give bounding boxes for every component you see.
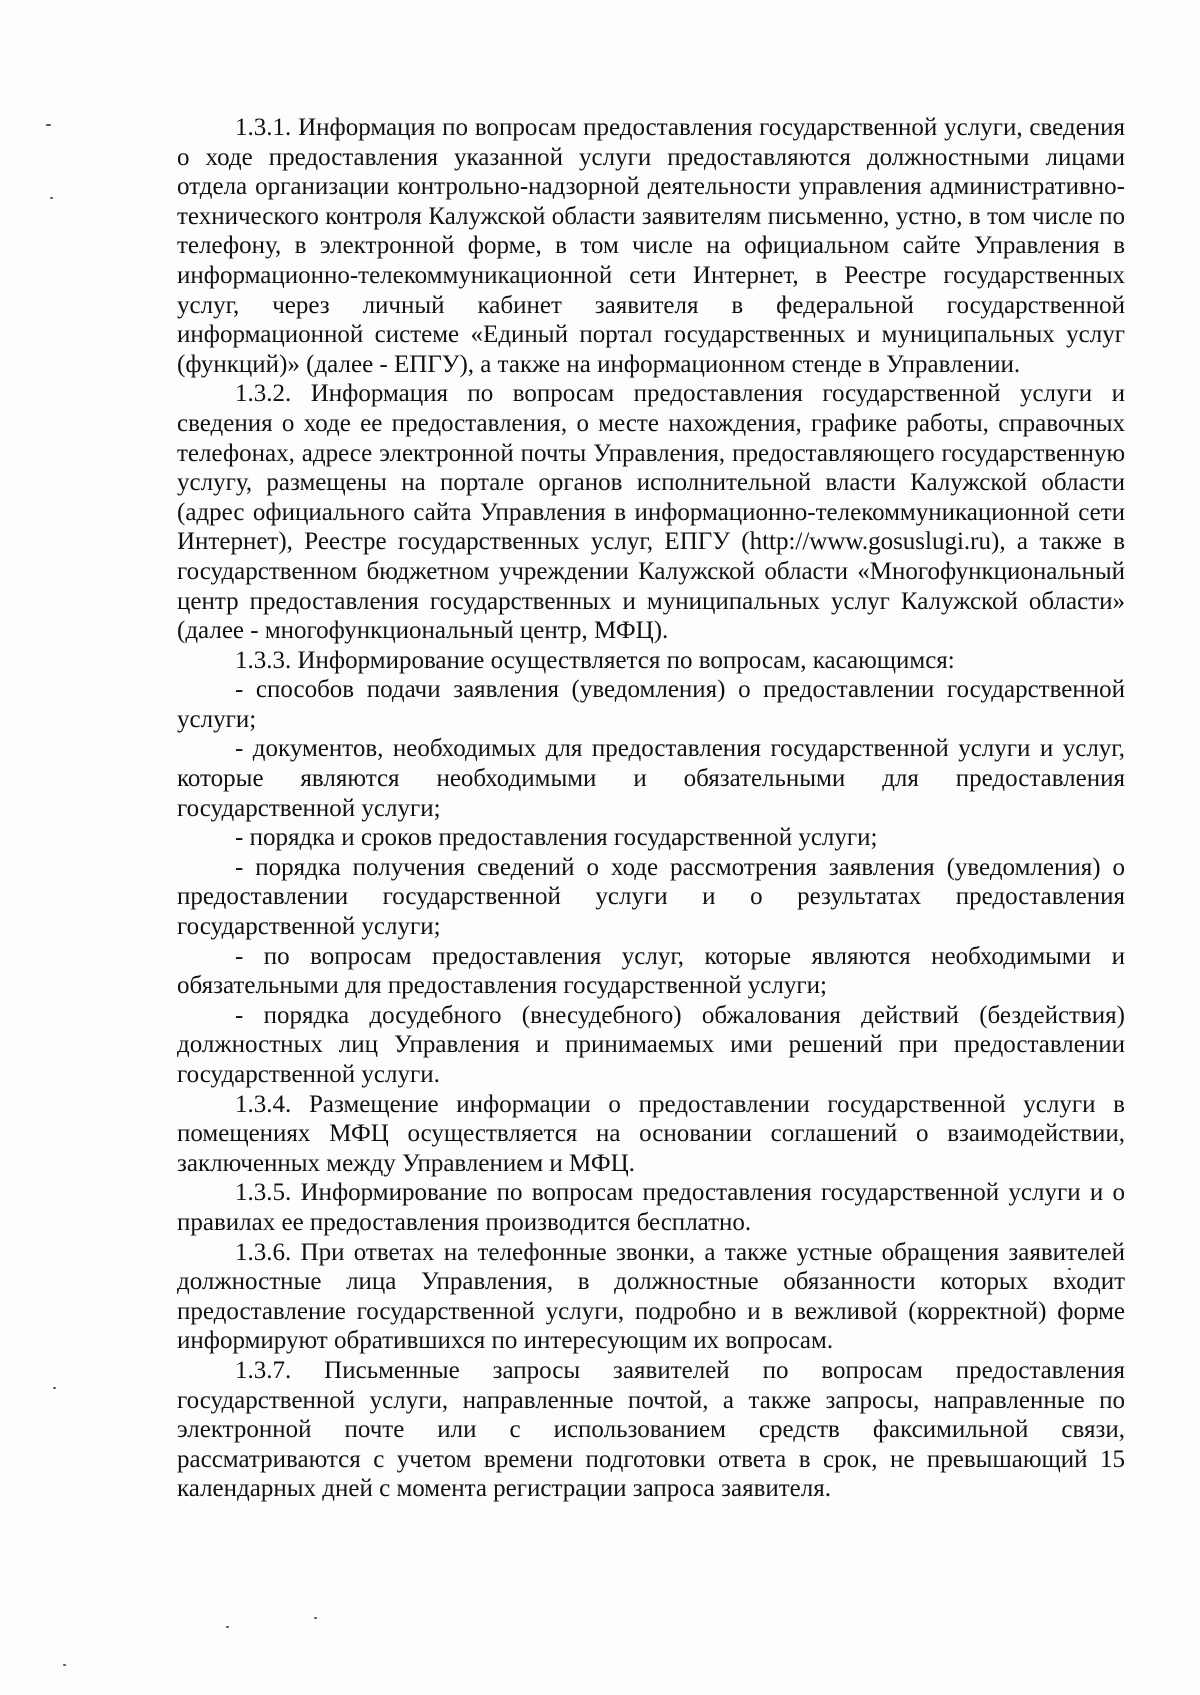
list-item-required-services: - по вопросам предоставления услуг, которые являются необходимыми и обязательными для предоставления государственной услуги; xyxy=(177,942,1125,1000)
paragraph-1-3-5: 1.3.5. Информирование по вопросам предоставления государственной услуги и о правилах ее предоставления производится бесплатно. xyxy=(177,1179,1125,1236)
paragraph-1-3-3: 1.3.3. Информирование осуществляется по вопросам, касающимся: xyxy=(235,646,955,674)
paragraph-1-3-2: 1.3.2. Информация по вопросам предоставления государственной услуги и сведения о ходе ее предоставления, о месте нахождения, графике работы, справочных телефонах, адресе электронной почты Управления, предоставляющего государственную услугу, размещены на портале органов исполнительной власти Калужской области (адрес официального сайта Управления в информационно-телекоммуникационной сети Интернет), Реестре государственных услуг, ЕПГУ (http://www.gosuslugi.ru), а также в государственном бюджетном учреждении Калужской области «Многофункциональный центр предоставления государственных и муниципальных услуг Калужской области» (далее - многофункциональный центр, МФЦ). xyxy=(177,380,1125,645)
list-item-submission-methods: - способов подачи заявления (уведомления) о предоставлении государственной услуги; xyxy=(177,676,1125,733)
scan-speck xyxy=(63,1664,66,1666)
scan-speck xyxy=(226,1626,229,1628)
paragraph-1-3-4: 1.3.4. Размещение информации о предоставлении государственной услуги в помещениях МФЦ осуществляется на основании соглашений о взаимодействии, заключенных между Управлением и МФЦ. xyxy=(177,1090,1125,1177)
scan-speck xyxy=(314,1617,317,1619)
paragraph-1-3-1: 1.3.1. Информация по вопросам предоставления государственной услуги, сведения о ходе предоставления указанной услуги предоставляются должностными лицами отдела организации контрольно-надзорной деятельности управления административно-технического контроля Калужской области заявителям письменно, устно, в том числе по телефону, в электронной форме, в том числе на официальном сайте Управления в информационно-телекоммуникационной сети Интернет, в Реестре государственных услуг, через личный кабинет заявителя в федеральной государственной информационной системе «Единый портал государственных и муниципальных услуг (функций)» (далее - ЕПГУ), а также на информационном стенде в Управлении. xyxy=(177,114,1125,378)
scan-speck xyxy=(50,197,53,199)
paragraph-1-3-6: 1.3.6. При ответах на телефонные звонки, а также устные обращения заявителей должностные лица Управления, в должностные обязанности которых входит предоставление государственной услуги, подробно и в вежливой (корректной) форме информируют обратившихся по интересующим их вопросам. xyxy=(177,1238,1125,1355)
list-item-appeal-procedure: - порядка досудебного (внесудебного) обжалования действий (бездействия) должностных лиц Управления и принимаемых ими решений при предоставлении государственной услуги. xyxy=(177,1001,1125,1088)
document-body xyxy=(177,113,1125,1504)
list-item-procedure-terms: - порядка и сроков предоставления государственной услуги; xyxy=(235,824,878,852)
scan-speck xyxy=(46,124,51,126)
list-item-documents: - документов, необходимых для предоставления государственной услуги и услуг, которые являются необходимыми и обязательными для предоставления государственной услуги; xyxy=(177,735,1125,822)
scan-speck xyxy=(53,1387,56,1389)
list-item-progress-info: - порядка получения сведений о ходе рассмотрения заявления (уведомления) о предоставлении государственной услуги и о результатах предоставления государственной услуги; xyxy=(177,853,1125,941)
paragraph-1-3-7: 1.3.7. Письменные запросы заявителей по вопросам предоставления государственной услуги, направленные почтой, а также запросы, направленные по электронной почте или с использованием средств факсимильной связи, рассматриваются с учетом времени подготовки ответа в срок, не превышающий 15 календарных дней с момента регистрации запроса заявителя. xyxy=(177,1356,1125,1503)
